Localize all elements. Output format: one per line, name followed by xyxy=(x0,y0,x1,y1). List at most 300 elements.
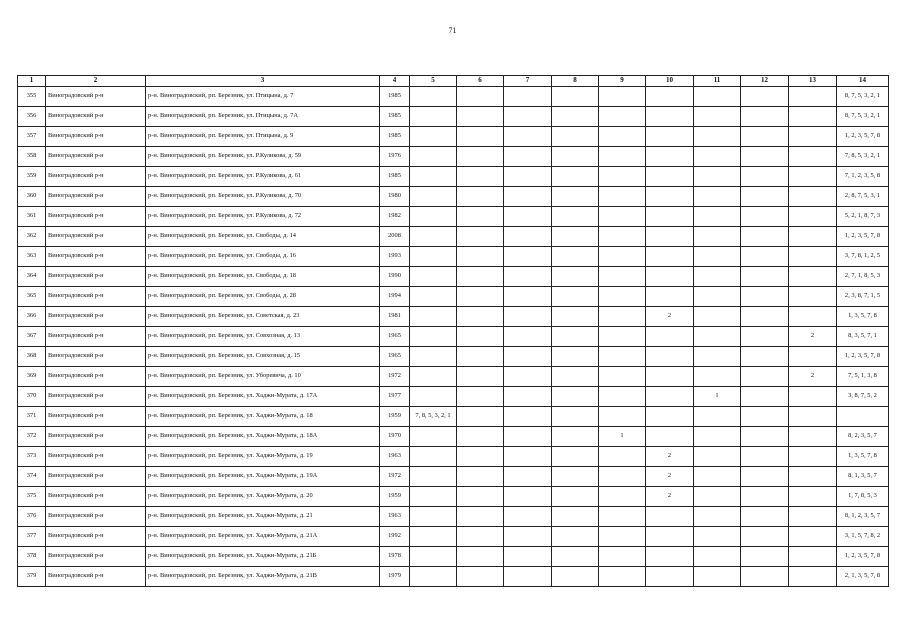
cell-col-13 xyxy=(789,527,837,547)
cell-col-2: Виноградовский р-н xyxy=(46,427,146,447)
table-body xyxy=(18,87,889,587)
cell-col-12 xyxy=(741,527,789,547)
cell-col-11 xyxy=(694,227,741,247)
table-header-row xyxy=(18,76,889,87)
cell-col-5 xyxy=(410,427,457,447)
cell-col-1: 366 xyxy=(18,307,46,327)
cell-col-7 xyxy=(504,167,552,187)
cell-col-8 xyxy=(552,127,599,147)
cell-col-14: 8, 2, 3, 5, 7 xyxy=(837,427,889,447)
cell-col-9 xyxy=(599,527,646,547)
cell-col-5 xyxy=(410,387,457,407)
cell-col-3: р-н. Виноградовский, рп. Березник, ул. Р.Куликова, д. 59 xyxy=(146,147,380,167)
cell-col-8 xyxy=(552,207,599,227)
cell-col-1: 362 xyxy=(18,227,46,247)
cell-col-3: р-н. Виноградовский, рп. Березник, ул. Птицына, д. 9 xyxy=(146,127,380,147)
cell-col-4: 1981 xyxy=(380,307,410,327)
table-row xyxy=(18,87,889,107)
cell-col-2: Виноградовский р-н xyxy=(46,527,146,547)
column-header-11: 11 xyxy=(694,76,741,87)
cell-col-8 xyxy=(552,427,599,447)
cell-col-13 xyxy=(789,547,837,567)
table-row xyxy=(18,247,889,267)
cell-col-10: 2 xyxy=(646,307,694,327)
cell-col-1: 361 xyxy=(18,207,46,227)
cell-col-9 xyxy=(599,327,646,347)
table-row xyxy=(18,487,889,507)
cell-col-7 xyxy=(504,507,552,527)
cell-col-8 xyxy=(552,167,599,187)
cell-col-10 xyxy=(646,367,694,387)
cell-col-7 xyxy=(504,87,552,107)
cell-col-6 xyxy=(457,227,504,247)
table-row xyxy=(18,327,889,347)
cell-col-5 xyxy=(410,87,457,107)
cell-col-1: 355 xyxy=(18,87,46,107)
cell-col-8 xyxy=(552,367,599,387)
table-row xyxy=(18,387,889,407)
cell-col-5 xyxy=(410,467,457,487)
cell-col-2: Виноградовский р-н xyxy=(46,227,146,247)
cell-col-3: р-н. Виноградовский, рп. Березник, ул. Совхозная, д. 15 xyxy=(146,347,380,367)
cell-col-1: 378 xyxy=(18,547,46,567)
cell-col-6 xyxy=(457,447,504,467)
table-row xyxy=(18,447,889,467)
cell-col-10 xyxy=(646,247,694,267)
cell-col-8 xyxy=(552,467,599,487)
cell-col-14: 1, 7, 8, 5, 3 xyxy=(837,487,889,507)
cell-col-12 xyxy=(741,467,789,487)
cell-col-10: 2 xyxy=(646,447,694,467)
cell-col-2: Виноградовский р-н xyxy=(46,267,146,287)
cell-col-7 xyxy=(504,387,552,407)
cell-col-3: р-н. Виноградовский, рп. Березник, ул. Птицына, д. 7А xyxy=(146,107,380,127)
column-header-7: 7 xyxy=(504,76,552,87)
cell-col-11 xyxy=(694,287,741,307)
cell-col-2: Виноградовский р-н xyxy=(46,247,146,267)
cell-col-4: 1980 xyxy=(380,187,410,207)
cell-col-6 xyxy=(457,427,504,447)
cell-col-2: Виноградовский р-н xyxy=(46,327,146,347)
cell-col-10 xyxy=(646,507,694,527)
cell-col-9 xyxy=(599,467,646,487)
cell-col-1: 377 xyxy=(18,527,46,547)
cell-col-12 xyxy=(741,567,789,587)
page-number: 71 xyxy=(448,26,457,35)
cell-col-14: 1, 3, 5, 7, 8 xyxy=(837,307,889,327)
cell-col-11 xyxy=(694,107,741,127)
cell-col-1: 379 xyxy=(18,567,46,587)
column-header-12: 12 xyxy=(741,76,789,87)
cell-col-6 xyxy=(457,407,504,427)
cell-col-13 xyxy=(789,487,837,507)
column-header-1: 1 xyxy=(18,76,46,87)
cell-col-11 xyxy=(694,87,741,107)
cell-col-12 xyxy=(741,187,789,207)
cell-col-8 xyxy=(552,287,599,307)
cell-col-14: 3, 8, 7, 5, 2 xyxy=(837,387,889,407)
cell-col-7 xyxy=(504,367,552,387)
cell-col-13 xyxy=(789,267,837,287)
cell-col-14: 8, 3, 5, 7, 1 xyxy=(837,327,889,347)
column-header-3: 3 xyxy=(146,76,380,87)
cell-col-12 xyxy=(741,167,789,187)
cell-col-13 xyxy=(789,347,837,367)
cell-col-2: Виноградовский р-н xyxy=(46,127,146,147)
cell-col-9 xyxy=(599,447,646,467)
cell-col-8 xyxy=(552,567,599,587)
cell-col-9 xyxy=(599,367,646,387)
column-header-4: 4 xyxy=(380,76,410,87)
cell-col-1: 370 xyxy=(18,387,46,407)
cell-col-11 xyxy=(694,127,741,147)
cell-col-4: 1977 xyxy=(380,387,410,407)
cell-col-14: 1, 2, 3, 5, 7, 8 xyxy=(837,127,889,147)
cell-col-13 xyxy=(789,387,837,407)
cell-col-7 xyxy=(504,427,552,447)
cell-col-11 xyxy=(694,547,741,567)
cell-col-11 xyxy=(694,207,741,227)
cell-col-6 xyxy=(457,107,504,127)
cell-col-13 xyxy=(789,127,837,147)
cell-col-14: 1, 2, 3, 5, 7, 8 xyxy=(837,227,889,247)
cell-col-14: 3, 1, 5, 7, 8, 2 xyxy=(837,527,889,547)
cell-col-9 xyxy=(599,87,646,107)
table-row xyxy=(18,347,889,367)
cell-col-9 xyxy=(599,567,646,587)
cell-col-8 xyxy=(552,407,599,427)
cell-col-7 xyxy=(504,207,552,227)
cell-col-11 xyxy=(694,247,741,267)
cell-col-3: р-н. Виноградовский, рп. Березник, ул. Птицына, д. 7 xyxy=(146,87,380,107)
cell-col-6 xyxy=(457,307,504,327)
cell-col-6 xyxy=(457,567,504,587)
cell-col-3: р-н. Виноградовский, рп. Березник, ул. Совхозная, д. 13 xyxy=(146,327,380,347)
cell-col-8 xyxy=(552,387,599,407)
cell-col-4: 1972 xyxy=(380,467,410,487)
cell-col-9 xyxy=(599,307,646,327)
cell-col-14: 8, 7, 5, 3, 2, 1 xyxy=(837,87,889,107)
cell-col-13 xyxy=(789,567,837,587)
cell-col-11 xyxy=(694,147,741,167)
cell-col-3: р-н. Виноградовский, рп. Березник, ул. Советская, д. 23 xyxy=(146,307,380,327)
cell-col-3: р-н. Виноградовский, рп. Березник, ул. Хаджи-Мурата, д. 21 xyxy=(146,507,380,527)
cell-col-8 xyxy=(552,487,599,507)
cell-col-6 xyxy=(457,387,504,407)
cell-col-14: 2, 1, 3, 5, 7, 8 xyxy=(837,567,889,587)
cell-col-4: 1985 xyxy=(380,167,410,187)
column-header-2: 2 xyxy=(46,76,146,87)
cell-col-7 xyxy=(504,247,552,267)
cell-col-6 xyxy=(457,187,504,207)
cell-col-4: 2008 xyxy=(380,227,410,247)
cell-col-2: Виноградовский р-н xyxy=(46,147,146,167)
cell-col-13: 2 xyxy=(789,327,837,347)
cell-col-4: 1985 xyxy=(380,127,410,147)
cell-col-13 xyxy=(789,247,837,267)
cell-col-2: Виноградовский р-н xyxy=(46,347,146,367)
cell-col-6 xyxy=(457,347,504,367)
cell-col-1: 365 xyxy=(18,287,46,307)
cell-col-5 xyxy=(410,227,457,247)
cell-col-10 xyxy=(646,167,694,187)
cell-col-8 xyxy=(552,507,599,527)
cell-col-3: р-н. Виноградовский, рп. Березник, ул. Хаджи-Мурата, д. 18А xyxy=(146,427,380,447)
cell-col-13 xyxy=(789,227,837,247)
cell-col-3: р-н. Виноградовский, рп. Березник, ул. Свободы, д. 18 xyxy=(146,267,380,287)
cell-col-1: 360 xyxy=(18,187,46,207)
cell-col-3: р-н. Виноградовский, рп. Березник, ул. Хаджи-Мурата, д. 21В xyxy=(146,567,380,587)
cell-col-12 xyxy=(741,287,789,307)
cell-col-8 xyxy=(552,247,599,267)
table-row xyxy=(18,107,889,127)
cell-col-2: Виноградовский р-н xyxy=(46,87,146,107)
cell-col-4: 1976 xyxy=(380,147,410,167)
cell-col-4: 1965 xyxy=(380,347,410,367)
cell-col-7 xyxy=(504,487,552,507)
cell-col-9 xyxy=(599,167,646,187)
cell-col-14: 2, 8, 7, 5, 3, 1 xyxy=(837,187,889,207)
cell-col-12 xyxy=(741,307,789,327)
cell-col-10 xyxy=(646,107,694,127)
cell-col-10 xyxy=(646,407,694,427)
cell-col-13 xyxy=(789,307,837,327)
cell-col-9 xyxy=(599,227,646,247)
cell-col-11 xyxy=(694,347,741,367)
cell-col-5 xyxy=(410,347,457,367)
cell-col-6 xyxy=(457,207,504,227)
cell-col-12 xyxy=(741,107,789,127)
cell-col-14: 2, 7, 1, 8, 5, 3 xyxy=(837,267,889,287)
table-row xyxy=(18,267,889,287)
cell-col-9 xyxy=(599,187,646,207)
cell-col-8 xyxy=(552,307,599,327)
cell-col-7 xyxy=(504,447,552,467)
cell-col-14: 3, 7, 8, 1, 2, 5 xyxy=(837,247,889,267)
cell-col-13 xyxy=(789,87,837,107)
cell-col-8 xyxy=(552,147,599,167)
cell-col-10 xyxy=(646,547,694,567)
cell-col-13 xyxy=(789,507,837,527)
column-header-8: 8 xyxy=(552,76,599,87)
cell-col-1: 356 xyxy=(18,107,46,127)
cell-col-3: р-н. Виноградовский, рп. Березник, ул. Свободы, д. 28 xyxy=(146,287,380,307)
cell-col-11 xyxy=(694,327,741,347)
column-header-10: 10 xyxy=(646,76,694,87)
cell-col-2: Виноградовский р-н xyxy=(46,547,146,567)
cell-col-10 xyxy=(646,527,694,547)
cell-col-11 xyxy=(694,527,741,547)
cell-col-10 xyxy=(646,87,694,107)
cell-col-11 xyxy=(694,487,741,507)
table-row xyxy=(18,407,889,427)
cell-col-13 xyxy=(789,207,837,227)
cell-col-5 xyxy=(410,287,457,307)
cell-col-6 xyxy=(457,527,504,547)
cell-col-11 xyxy=(694,567,741,587)
cell-col-3: р-н. Виноградовский, рп. Березник, ул. Хаджи-Мурата, д. 17А xyxy=(146,387,380,407)
cell-col-7 xyxy=(504,307,552,327)
cell-col-6 xyxy=(457,487,504,507)
table-row xyxy=(18,367,889,387)
cell-col-2: Виноградовский р-н xyxy=(46,487,146,507)
cell-col-7 xyxy=(504,407,552,427)
cell-col-14: 2, 3, 8, 7, 1, 5 xyxy=(837,287,889,307)
cell-col-6 xyxy=(457,287,504,307)
cell-col-2: Виноградовский р-н xyxy=(46,447,146,467)
table-row xyxy=(18,287,889,307)
cell-col-5 xyxy=(410,247,457,267)
cell-col-3: р-н. Виноградовский, рп. Березник, ул. Р.Куликова, д. 72 xyxy=(146,207,380,227)
cell-col-4: 1985 xyxy=(380,107,410,127)
cell-col-11 xyxy=(694,507,741,527)
cell-col-4: 1965 xyxy=(380,327,410,347)
cell-col-3: р-н. Виноградовский, рп. Березник, ул. Свободы, д. 14 xyxy=(146,227,380,247)
cell-col-7 xyxy=(504,227,552,247)
cell-col-10 xyxy=(646,327,694,347)
cell-col-8 xyxy=(552,327,599,347)
cell-col-4: 1982 xyxy=(380,207,410,227)
cell-col-14: 8, 1, 2, 3, 5, 7 xyxy=(837,507,889,527)
cell-col-1: 358 xyxy=(18,147,46,167)
cell-col-14: 5, 2, 1, 8, 7, 3 xyxy=(837,207,889,227)
cell-col-14: 7, 1, 2, 3, 5, 8 xyxy=(837,167,889,187)
cell-col-9 xyxy=(599,407,646,427)
cell-col-2: Виноградовский р-н xyxy=(46,207,146,227)
cell-col-14: 1, 2, 3, 5, 7, 8 xyxy=(837,547,889,567)
cell-col-7 xyxy=(504,467,552,487)
cell-col-4: 1992 xyxy=(380,527,410,547)
cell-col-1: 367 xyxy=(18,327,46,347)
cell-col-5 xyxy=(410,187,457,207)
cell-col-13 xyxy=(789,467,837,487)
cell-col-5 xyxy=(410,507,457,527)
cell-col-12 xyxy=(741,227,789,247)
cell-col-5 xyxy=(410,147,457,167)
cell-col-9 xyxy=(599,507,646,527)
cell-col-7 xyxy=(504,127,552,147)
cell-col-13 xyxy=(789,147,837,167)
cell-col-3: р-н. Виноградовский, рп. Березник, ул. Хаджи-Мурата, д. 21Б xyxy=(146,547,380,567)
table-row xyxy=(18,527,889,547)
column-header-14: 14 xyxy=(837,76,889,87)
cell-col-2: Виноградовский р-н xyxy=(46,407,146,427)
cell-col-6 xyxy=(457,507,504,527)
cell-col-1: 371 xyxy=(18,407,46,427)
cell-col-4: 1990 xyxy=(380,267,410,287)
cell-col-5: 7, 8, 5, 3, 2, 1 xyxy=(410,407,457,427)
cell-col-5 xyxy=(410,327,457,347)
cell-col-2: Виноградовский р-н xyxy=(46,367,146,387)
cell-col-9 xyxy=(599,287,646,307)
cell-col-8 xyxy=(552,527,599,547)
cell-col-12 xyxy=(741,327,789,347)
cell-col-11: 1 xyxy=(694,387,741,407)
cell-col-1: 364 xyxy=(18,267,46,287)
cell-col-6 xyxy=(457,547,504,567)
cell-col-4: 1985 xyxy=(380,87,410,107)
cell-col-7 xyxy=(504,287,552,307)
cell-col-1: 368 xyxy=(18,347,46,367)
cell-col-5 xyxy=(410,487,457,507)
cell-col-5 xyxy=(410,127,457,147)
cell-col-9 xyxy=(599,487,646,507)
cell-col-13 xyxy=(789,447,837,467)
cell-col-12 xyxy=(741,407,789,427)
cell-col-12 xyxy=(741,447,789,467)
cell-col-9 xyxy=(599,127,646,147)
cell-col-8 xyxy=(552,107,599,127)
cell-col-10 xyxy=(646,147,694,167)
cell-col-14: 8, 1, 3, 5, 7 xyxy=(837,467,889,487)
cell-col-10 xyxy=(646,187,694,207)
cell-col-5 xyxy=(410,527,457,547)
cell-col-5 xyxy=(410,367,457,387)
cell-col-2: Виноградовский р-н xyxy=(46,107,146,127)
table-row xyxy=(18,467,889,487)
cell-col-4: 1970 xyxy=(380,427,410,447)
cell-col-6 xyxy=(457,467,504,487)
table-row xyxy=(18,207,889,227)
cell-col-6 xyxy=(457,87,504,107)
cell-col-4: 1993 xyxy=(380,247,410,267)
cell-col-7 xyxy=(504,267,552,287)
cell-col-5 xyxy=(410,207,457,227)
cell-col-5 xyxy=(410,107,457,127)
cell-col-9 xyxy=(599,387,646,407)
cell-col-5 xyxy=(410,567,457,587)
cell-col-9: 1 xyxy=(599,427,646,447)
cell-col-10 xyxy=(646,387,694,407)
cell-col-7 xyxy=(504,147,552,167)
cell-col-14: 7, 8, 5, 3, 2, 1 xyxy=(837,147,889,167)
cell-col-6 xyxy=(457,147,504,167)
cell-col-12 xyxy=(741,507,789,527)
cell-col-4: 1972 xyxy=(380,367,410,387)
cell-col-2: Виноградовский р-н xyxy=(46,467,146,487)
cell-col-11 xyxy=(694,427,741,447)
cell-col-10 xyxy=(646,567,694,587)
cell-col-2: Виноградовский р-н xyxy=(46,287,146,307)
cell-col-6 xyxy=(457,267,504,287)
cell-col-9 xyxy=(599,247,646,267)
cell-col-9 xyxy=(599,347,646,367)
cell-col-11 xyxy=(694,407,741,427)
table-row xyxy=(18,127,889,147)
cell-col-10 xyxy=(646,427,694,447)
cell-col-7 xyxy=(504,327,552,347)
cell-col-6 xyxy=(457,327,504,347)
cell-col-12 xyxy=(741,427,789,447)
cell-col-7 xyxy=(504,527,552,547)
cell-col-5 xyxy=(410,547,457,567)
cell-col-1: 375 xyxy=(18,487,46,507)
column-header-6: 6 xyxy=(457,76,504,87)
cell-col-14 xyxy=(837,407,889,427)
cell-col-11 xyxy=(694,187,741,207)
cell-col-12 xyxy=(741,247,789,267)
cell-col-10 xyxy=(646,227,694,247)
cell-col-14: 1, 2, 3, 5, 7, 8 xyxy=(837,347,889,367)
cell-col-10: 2 xyxy=(646,467,694,487)
cell-col-4: 1979 xyxy=(380,567,410,587)
cell-col-13 xyxy=(789,427,837,447)
cell-col-1: 363 xyxy=(18,247,46,267)
cell-col-3: р-н. Виноградовский, рп. Березник, ул. Хаджи-Мурата, д. 18 xyxy=(146,407,380,427)
cell-col-7 xyxy=(504,107,552,127)
cell-col-1: 359 xyxy=(18,167,46,187)
cell-col-7 xyxy=(504,567,552,587)
